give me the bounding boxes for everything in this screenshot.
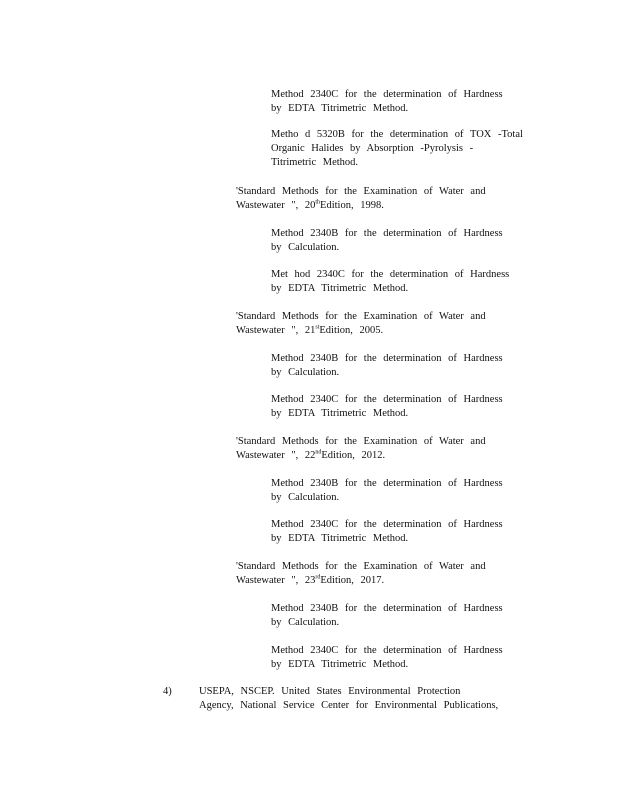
method-entry: [271, 393, 531, 421]
text-line: by Calculation.: [271, 367, 340, 378]
text-line: by Calculation.: [271, 242, 340, 253]
method-entry: [271, 477, 531, 505]
standard-methods-edition: [236, 185, 516, 213]
edition-ordinal-suffix: nd: [315, 449, 322, 456]
edition-ordinal-suffix: rd: [315, 574, 321, 581]
text-line: Method 2340C for the determination of Hardness: [271, 519, 503, 530]
text-line: USEPA, NSCEP. United States Environmental Protection: [199, 686, 461, 697]
edition-ordinal-suffix: th: [315, 199, 321, 206]
standard-methods-edition: [236, 435, 516, 463]
text-line: Method 2340C for the determination of Hardness: [271, 394, 503, 405]
text-line: Method 2340B for the determination of Hardness: [271, 603, 503, 614]
text-line: by EDTA Titrimetric Method.: [271, 659, 409, 670]
text-line: 'Standard Methods for the Examination of Water and: [236, 186, 486, 197]
text-line: Metho d 5320B for the determination of TOX -Total: [271, 129, 523, 140]
edition-prefix: Wastewater ", 20: [236, 200, 316, 211]
text-line: 'Standard Methods for the Examination of Water and: [236, 436, 486, 447]
edition-prefix: Wastewater ", 22: [236, 450, 316, 461]
method-entry: [271, 602, 531, 630]
text-line: [236, 324, 516, 338]
text-line: by EDTA Titrimetric Method.: [271, 533, 409, 544]
text-line: by EDTA Titrimetric Method.: [271, 408, 409, 419]
edition-suffix: Edition, 2005.: [319, 325, 384, 336]
method-entry: [271, 227, 531, 255]
text-line: Titrimetric Method.: [271, 157, 359, 168]
text-line: Method 2340C for the determination of Hardness: [271, 645, 503, 656]
text-line: Met hod 2340C for the determination of Hardness: [271, 269, 510, 280]
method-entry: [271, 644, 531, 672]
text-line: Method 2340B for the determination of Hardness: [271, 353, 503, 364]
edition-suffix: Edition, 1998.: [320, 200, 384, 211]
text-line: Agency, National Service Center for Environmental Publications,: [199, 700, 499, 711]
edition-ordinal-suffix: st: [315, 324, 320, 331]
text-line: [236, 574, 516, 588]
method-entry: [271, 88, 531, 116]
text-line: [236, 199, 516, 213]
text-line: 'Standard Methods for the Examination of Water and: [236, 311, 486, 322]
text-line: Organic Halides by Absorption -Pyrolysis -: [271, 143, 474, 154]
text-line: 'Standard Methods for the Examination of Water and: [236, 561, 486, 572]
text-line: by EDTA Titrimetric Method.: [271, 283, 409, 294]
method-entry: [271, 268, 531, 296]
edition-prefix: Wastewater ", 23: [236, 575, 316, 586]
reference-number: 4): [163, 686, 172, 697]
standard-methods-edition: [236, 560, 516, 588]
text-line: by Calculation.: [271, 492, 340, 503]
method-entry: [271, 518, 531, 546]
text-line: Method 2340C for the determination of Hardness: [271, 89, 503, 100]
reference-entry: [199, 685, 519, 713]
text-line: Method 2340B for the determination of Hardness: [271, 228, 503, 239]
method-entry: [271, 128, 531, 170]
text-line: Method 2340B for the determination of Hardness: [271, 478, 503, 489]
standard-methods-edition: [236, 310, 516, 338]
text-line: by Calculation.: [271, 617, 340, 628]
method-entry: [271, 352, 531, 380]
edition-suffix: Edition, 2012.: [321, 450, 386, 461]
text-line: by EDTA Titrimetric Method.: [271, 103, 409, 114]
edition-prefix: Wastewater ", 21: [236, 325, 316, 336]
text-line: [236, 449, 516, 463]
edition-suffix: Edition, 2017.: [320, 575, 385, 586]
